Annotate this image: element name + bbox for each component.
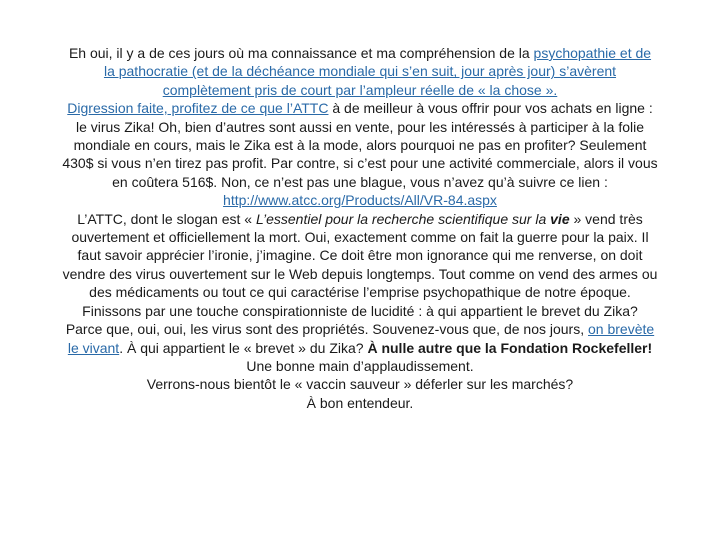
paragraph-intro bbox=[62, 44, 658, 99]
psychopathie-link[interactable]: psychopathie et de la pathocratie (et de la déchéance mondiale qui s’en suit, jour après jour) s’avèrent complètement pris de court par l’ampleur réelle de « la chose ». bbox=[103, 45, 652, 98]
digression-link[interactable]: Digression faite, profitez de ce que l’ATTC bbox=[67, 100, 329, 117]
brevet-text-start: Finissons par une touche conspirationniste de lucidité : à qui appartient le brevet du Zika? Parce que, oui, oui, les virus sont des propriétés. Souvenez-vous que, de nos jours, bbox=[65, 302, 638, 338]
slogan-italic: L’essentiel pour la recherche scientifique sur la bbox=[255, 210, 551, 227]
attc-text-start: L’ATTC, dont le slogan est « bbox=[77, 210, 256, 227]
rockefeller-bold-answer: À nulle autre que la Fondation Rockefeller! bbox=[367, 339, 653, 356]
atcc-url-link[interactable]: http://www.atcc.org/Products/All/VR-84.aspx bbox=[223, 192, 497, 209]
paragraph-attc-slogan bbox=[62, 210, 658, 302]
paragraph-digression bbox=[62, 99, 658, 209]
brevete-vivant-link[interactable]: on brevète le vivant bbox=[67, 321, 655, 356]
paragraph-closing: À bon entendeur. bbox=[306, 394, 414, 411]
paragraph-vaccin-question: Verrons-nous bientôt le « vaccin sauveur » déferler sur les marchés? bbox=[146, 376, 574, 393]
article-body bbox=[62, 44, 658, 412]
intro-text: Eh oui, il y a de ces jours où ma connaissance et ma compréhension de la bbox=[68, 45, 534, 61]
slogan-bold-word: vie bbox=[550, 210, 570, 227]
digression-text: à de meilleur à vous offrir pour vos achats en ligne : le virus Zika! Oh, bien d’autres sont aussi en vente, pour les intéressés à participer à la folie mondiale en cours, mais le Zika est à la mode, alors pourquoi ne pas en profiter? Seulement 430$ si vous n’en tirez pas profit. Par contre, si c’est pour une activité commerciale, alors il vous en coûtera 516$. Non, ce n’est pas une blague, vous n’avez qu’à suivre ce lien : bbox=[62, 100, 658, 190]
attc-text-end: » vend très ouvertement et officiellement la mort. Oui, exactement comme on fait la guerre pour la paix. Il faut savoir apprécier l’ironie, j’imagine. Ce doit être mon ignorance qui me renverse, on doit vendre des virus ouvertement sur le Web depuis longtemps. Tout comme on vend des armes ou des médicaments ou tout ce qui caractérise l’emprise psychopathique de notre époque. bbox=[62, 210, 658, 301]
brevet-text-end: Une bonne main d’applaudissement. bbox=[246, 357, 474, 374]
brevet-text-middle: . À qui appartient le « brevet » du Zika? bbox=[119, 339, 368, 356]
paragraph-brevet bbox=[62, 302, 658, 376]
